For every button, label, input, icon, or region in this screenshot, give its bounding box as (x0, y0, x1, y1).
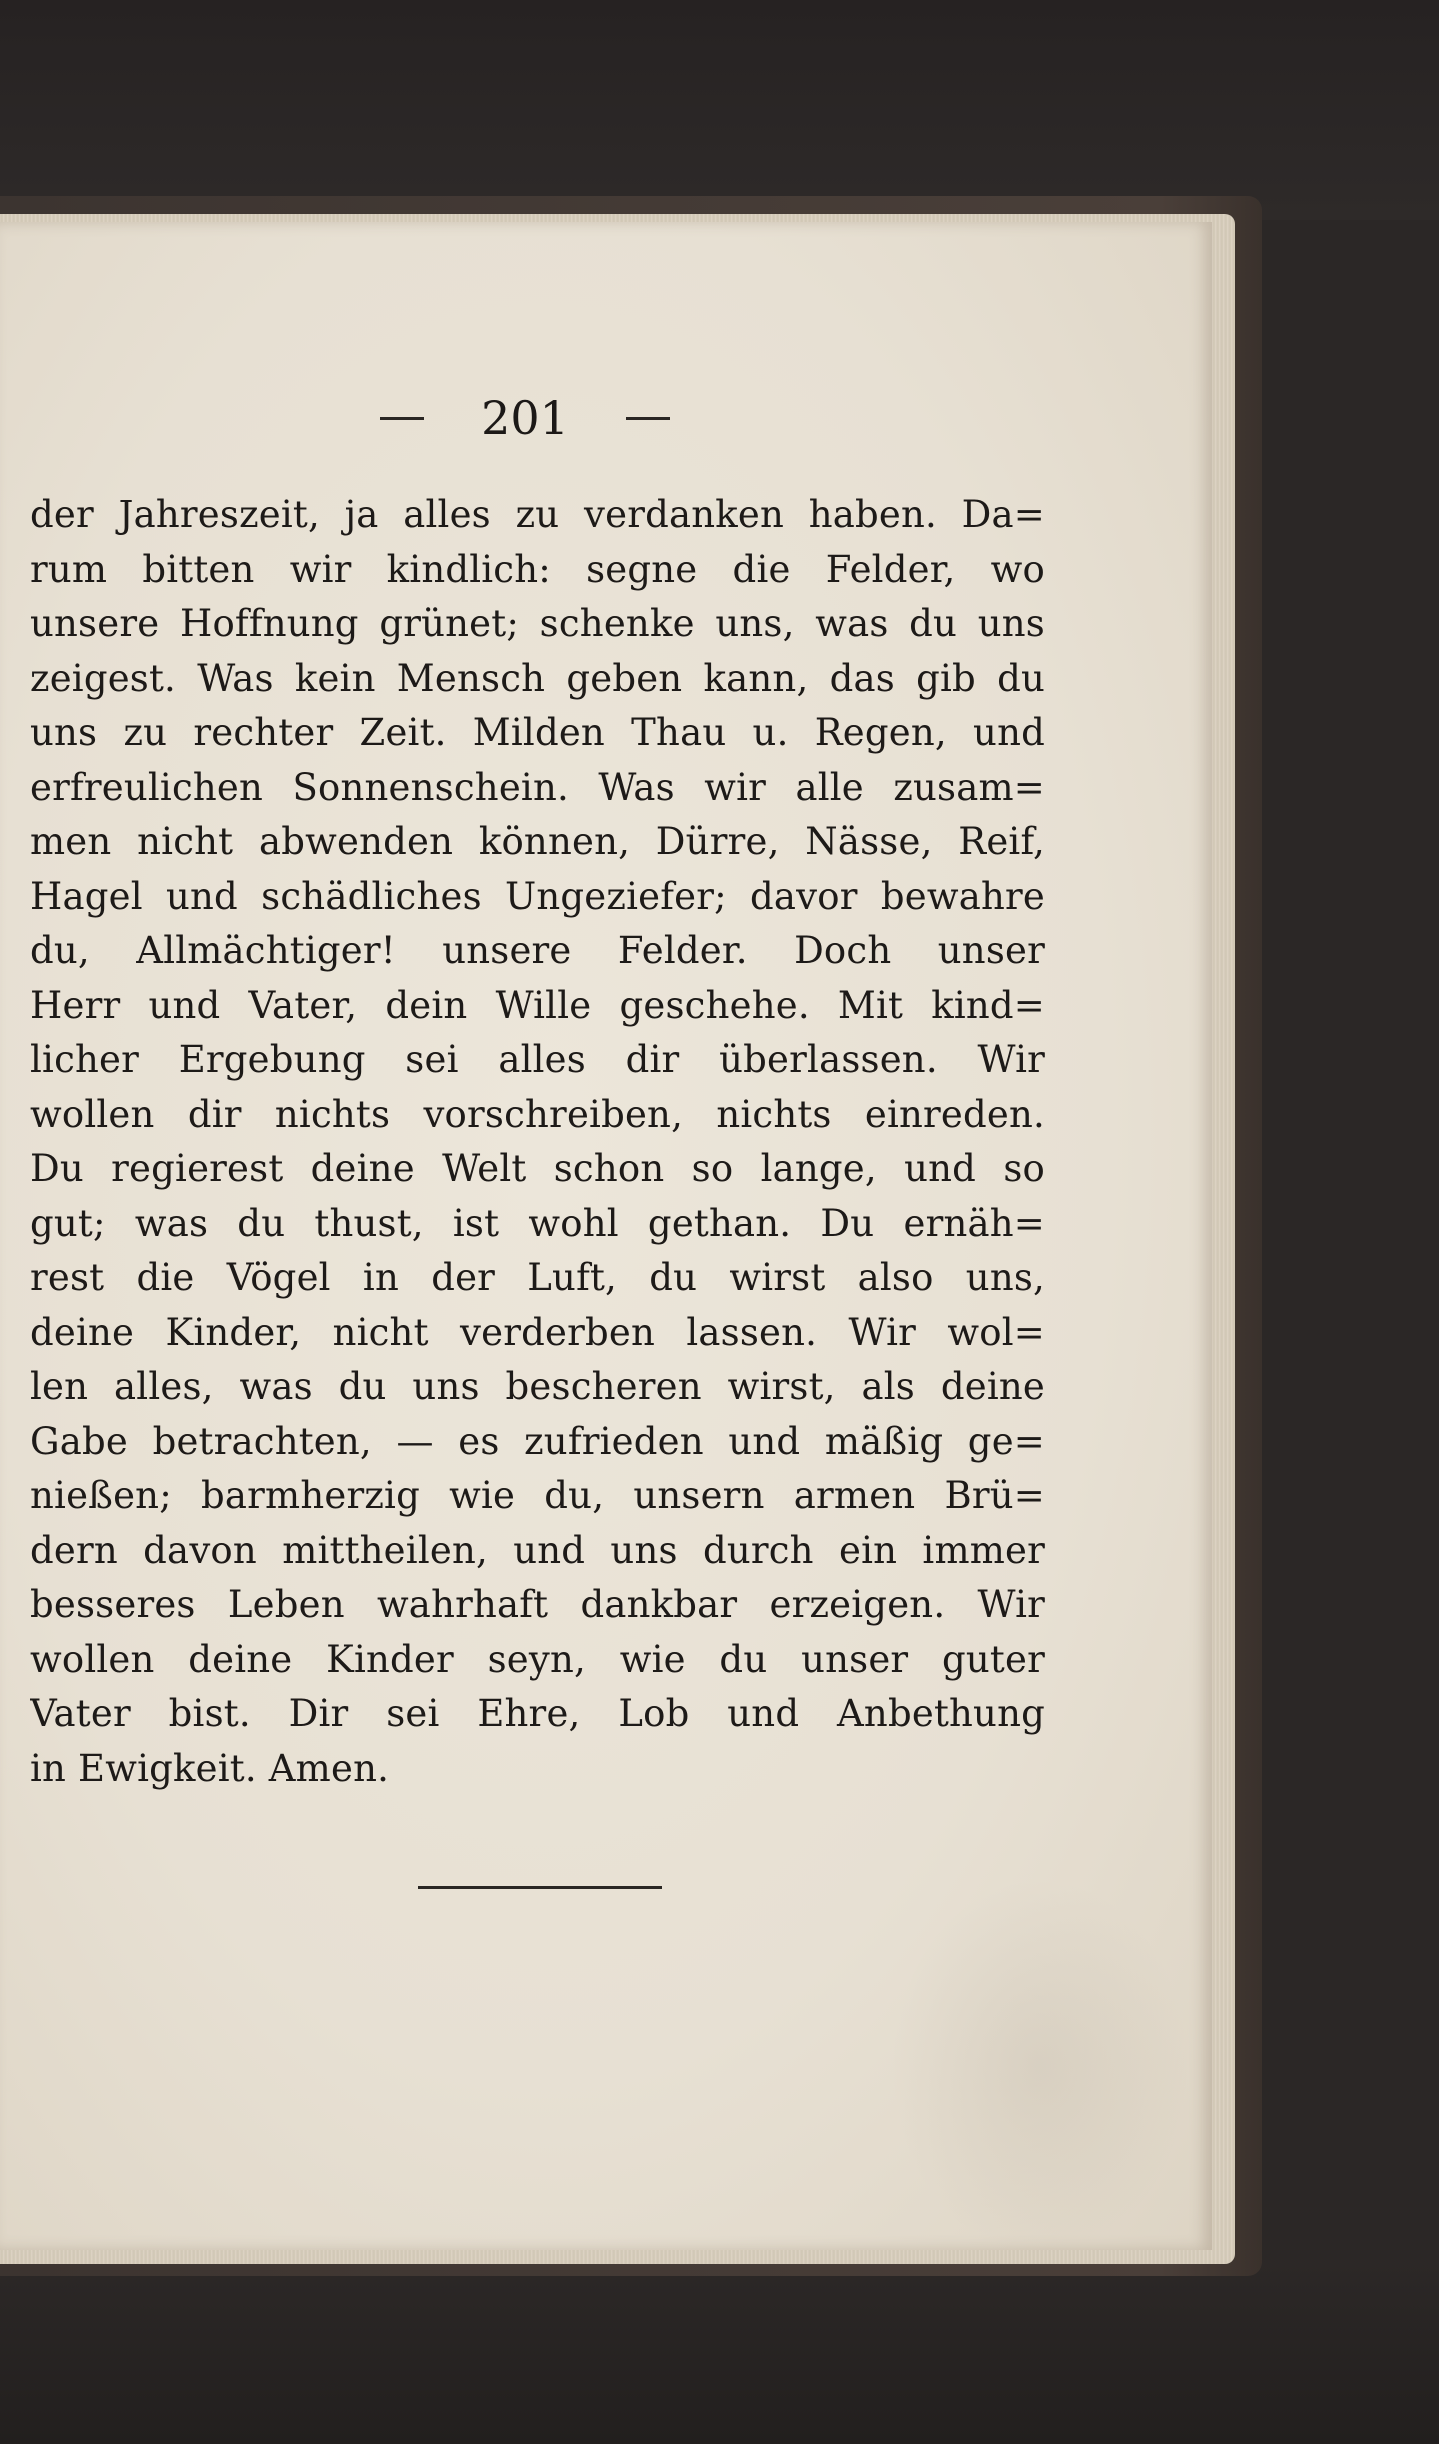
page-number: 201 (481, 391, 569, 445)
text-line: der Jahreszeit, ja alles zu verdanken haben. Da= (30, 493, 1045, 536)
text-line: len alles, was du uns bescheren wirst, als deine (30, 1365, 1045, 1408)
text-line: men nicht abwenden können, Dürre, Nässe, Reif, (30, 820, 1045, 863)
text-line: uns zu rechter Zeit. Milden Thau u. Regen, und (30, 711, 1045, 754)
body-text (30, 488, 1045, 1796)
page-header (380, 388, 670, 448)
text-line: Gabe betrachten, — es zufrieden und mäßig ge= (30, 1419, 1045, 1463)
header-dash-right (626, 417, 670, 420)
text-line: Vater bist. Dir sei Ehre, Lob und Anbethung (30, 1692, 1045, 1735)
text-line: dern davon mittheilen, und uns durch ein immer (30, 1528, 1045, 1572)
background-bottom (0, 2260, 1439, 2444)
text-line: gut; was du thust, ist wohl gethan. Du ernäh= (30, 1201, 1045, 1245)
text-line: unsere Hoffnung grünet; schenke uns, was du uns (30, 602, 1045, 645)
text-line: deine Kinder, nicht verderben lassen. Wir wol= (30, 1310, 1045, 1354)
text-line: wollen dir nichts vorschreiben, nichts einreden. (30, 1092, 1045, 1136)
text-line: Hagel und schädliches Ungeziefer; davor bewahre (30, 874, 1045, 918)
text-line: rum bitten wir kindlich: segne die Felder, wo (30, 547, 1045, 591)
bleed-through-area (890, 1877, 1190, 2257)
text-line-last: in Ewigkeit. Amen. (30, 1746, 390, 1790)
text-line: besseres Leben wahrhaft dankbar erzeigen. Wir (30, 1583, 1045, 1626)
header-dash-left (380, 417, 424, 420)
text-line: du, Allmächtiger! unsere Felder. Doch unser (30, 929, 1045, 972)
text-line: Du regierest deine Welt schon so lange, und so (30, 1147, 1045, 1190)
text-line: nießen; barmherzig wie du, unsern armen Brü= (30, 1474, 1045, 1517)
text-line: wollen deine Kinder seyn, wie du unser guter (30, 1637, 1045, 1681)
section-divider (418, 1886, 662, 1889)
text-line: licher Ergebung sei alles dir überlassen. Wir (30, 1038, 1045, 1081)
text-line: zeigest. Was kein Mensch geben kann, das gib du (30, 656, 1045, 700)
text-line: erfreulichen Sonnenschein. Was wir alle zusam= (30, 765, 1045, 809)
text-line: Herr und Vater, dein Wille geschehe. Mit kind= (30, 983, 1045, 1027)
text-line: rest die Vögel in der Luft, du wirst also uns, (30, 1256, 1045, 1299)
background-top (0, 0, 1439, 220)
